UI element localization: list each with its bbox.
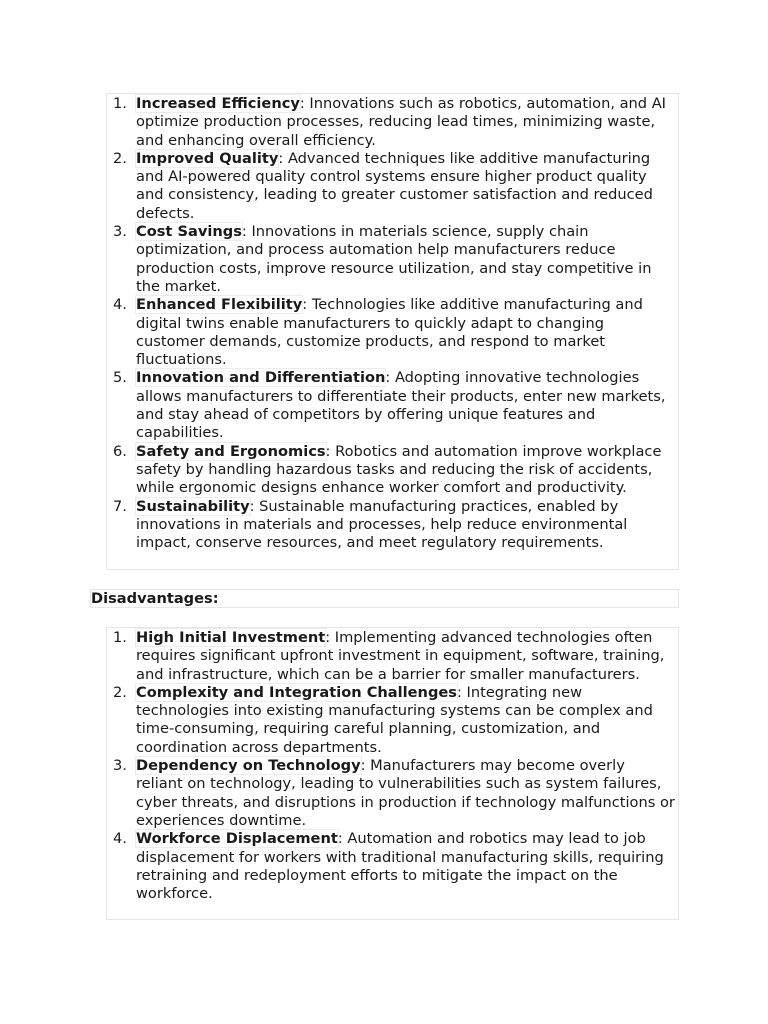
item-term: Sustainability [136,497,250,515]
item-description: : Technologies like additive manufacturing and digital twins enable manufacturers to quickly adapt to changing customer demands, customize products, and respond to market fluctuations. [136,296,643,369]
disadvantages-list-block [106,627,679,920]
item-term: High Initial Investment [136,629,326,646]
disadvantages-heading: Disadvantages: [90,589,679,608]
item-number: 6. [113,442,127,460]
list-item [107,629,678,684]
item-number: 7. [113,497,127,515]
item-description: : Advanced techniques like additive manufacturing and AI-powered quality control systems ensure higher product quality and consistency, leading to greater customer satisfaction and reduced defects. [136,149,653,222]
item-description: : Robotics and automation improve workplace safety by handling hazardous tasks and reducing the risk of accidents, while ergonomic designs enhance worker comfort and productivity. [136,442,662,497]
item-description: : Automation and robotics may lead to job displacement for workers with traditional manufacturing skills, requiring retraining and redeployment efforts to mitigate the impact on the workforce. [136,830,664,903]
list-item [107,296,678,369]
item-term: Cost Savings [136,223,242,241]
advantages-list [107,94,678,552]
list-item [107,498,678,553]
item-description: : Implementing advanced technologies often requires significant upfront investment in equipment, software, training, and infrastructure, which can be a barrier for smaller manufacturers. [136,629,665,683]
item-description: : Innovations such as robotics, automation, and AI optimize production processes, reducing lead times, minimizing waste, and enhancing overall efficiency. [136,95,666,149]
item-number: 3. [113,757,127,775]
item-number: 1. [113,95,127,112]
list-item [107,95,678,150]
item-number: 4. [113,296,127,314]
list-item [107,150,678,223]
item-description: : Integrating new technologies into existing manufacturing systems can be complex and time-consuming, requiring careful planning, customization, and coordination across departments. [136,683,653,756]
item-number: 3. [113,223,127,241]
list-item [107,443,678,498]
item-term: Improved Quality [136,149,279,167]
disadvantages-list [107,628,678,903]
item-description: : Manufacturers may become overly reliant on technology, leading to vulnerabilities such as system failures, cyber threats, and disruptions in production if technology malfunctions or experiences downtime. [136,757,675,829]
list-item [107,223,678,296]
item-term: Safety and Ergonomics [136,442,326,460]
list-item [107,830,678,903]
item-number: 4. [113,830,127,848]
list-item [107,369,678,442]
item-description: : Sustainable manufacturing practices, enabled by innovations in materials and processes, help reduce environmental impact, conserve resources, and meet regulatory requirements. [136,497,628,552]
list-item [107,684,678,757]
item-term: Dependency on Technology [136,757,361,775]
item-term: Enhanced Flexibility [136,296,303,314]
item-description: : Adopting innovative technologies allows manufacturers to differentiate their products, enter new markets, and stay ahead of competitors by offering unique features and capabilities. [136,369,666,442]
item-term: Innovation and Differentiation [136,369,386,387]
item-term: Workforce Displacement [136,830,338,848]
item-number: 2. [113,683,127,701]
item-number: 2. [113,149,127,167]
item-term: Increased Efficiency [136,95,300,112]
item-number: 5. [113,369,127,387]
item-description: : Innovations in materials science, supply chain optimization, and process automation help manufacturers reduce production costs, improve resource utilization, and stay competitive in the market. [136,223,652,295]
advantages-list-block [106,93,679,570]
list-item [107,757,678,830]
item-term: Complexity and Integration Challenges [136,683,457,701]
item-number: 1. [113,629,127,646]
